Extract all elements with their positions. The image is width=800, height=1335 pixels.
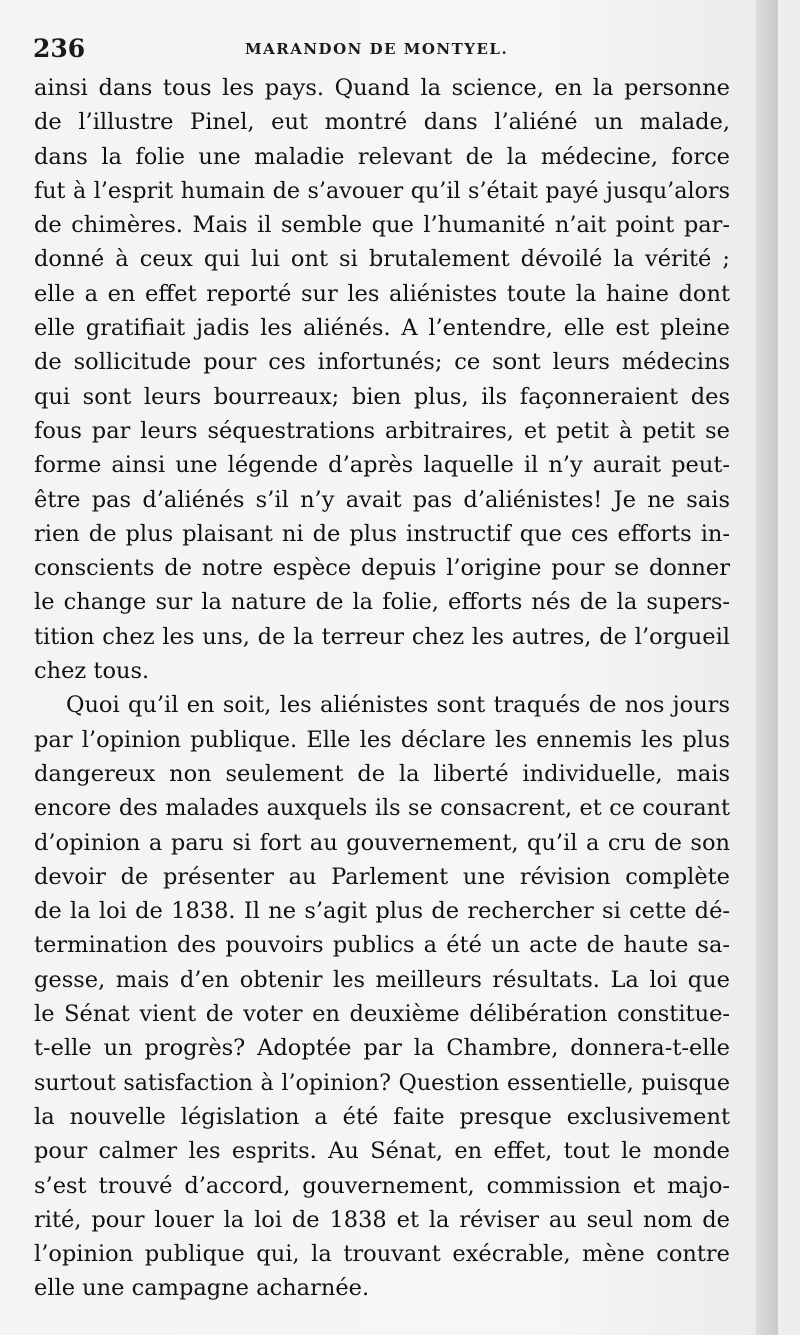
text-line: elle a en effet reporté sur les aliénistes toute la haine dont <box>34 280 730 307</box>
text-line: conscients de notre espèce depuis l’origine pour se donner <box>34 555 730 582</box>
text-line: de l’illustre Pinel, eut montré dans l’aliéné un malade, <box>34 109 730 136</box>
text-line: l’opinion publique qui, la trouvant exécrable, mène contre <box>34 1241 730 1268</box>
text-line: devoir de présenter au Parlement une révision complète <box>34 863 730 890</box>
text-line: gesse, mais d’en obtenir les meilleurs résultats. La loi que <box>34 966 730 993</box>
text-line: fut à l’esprit humain de s’avouer qu’il s’était payé jusqu’alors <box>34 177 730 204</box>
paragraph-1 <box>34 71 730 688</box>
text-line: être pas d’aliénés s’il n’y avait pas d’aliénistes! Je ne sais <box>34 486 730 513</box>
text-line: encore des malades auxquels ils se consacrent, et ce courant <box>34 795 730 822</box>
text-line: qui sont leurs bourreaux; bien plus, ils façonneraient des <box>34 383 730 410</box>
text-line: rien de plus plaisant ni de plus instructif que ces efforts in- <box>34 520 730 547</box>
text-line: donné à ceux qui lui ont si brutalement dévoilé la vérité ; <box>34 246 730 273</box>
text-line: s’est trouvé d’accord, gouvernement, commission et majo- <box>34 1172 730 1199</box>
text-line: le Sénat vient de voter en deuxième délibération constitue- <box>34 1001 730 1028</box>
text-line: tition chez les uns, de la terreur chez les autres, de l’orgueil <box>34 623 730 650</box>
paragraph-2 <box>34 688 730 1305</box>
text-line: la nouvelle législation a été faite presque exclusivement <box>34 1103 730 1130</box>
text-line: termination des pouvoirs publics a été un acte de haute sa- <box>34 932 730 959</box>
text-line: dans la folie une maladie relevant de la médecine, force <box>34 143 730 170</box>
page-number: 236 <box>33 34 86 63</box>
text-line: forme ainsi une légende d’après laquelle il n’y aurait peut- <box>34 452 730 479</box>
page-gutter-shadow <box>756 0 778 1335</box>
text-line: elle gratifiait jadis les aliénés. A l’entendre, elle est pleine <box>34 315 730 342</box>
text-line: rité, pour louer la loi de 1838 et la réviser au seul nom de <box>34 1206 730 1233</box>
text-line: dangereux non seulement de la liberté individuelle, mais <box>34 760 730 787</box>
text-line: de chimères. Mais il semble que l’humanité n’ait point par- <box>34 212 730 239</box>
text-line: par l’opinion publique. Elle les déclare les ennemis les plus <box>34 726 730 753</box>
page-header <box>33 34 729 64</box>
text-line: surtout satisfaction à l’opinion? Question essentielle, puisque <box>34 1069 730 1096</box>
text-line: pour calmer les esprits. Au Sénat, en effet, tout le monde <box>34 1138 730 1165</box>
text-line: de la loi de 1838. Il ne s’agit plus de rechercher si cette dé- <box>34 898 730 925</box>
text-line: chez tous. <box>34 658 150 685</box>
text-line: de sollicitude pour ces infortunés; ce sont leurs médecins <box>34 349 730 376</box>
text-line: ainsi dans tous les pays. Quand la science, en la personne <box>34 75 730 101</box>
running-head: MARANDON DE MONTYEL. <box>245 40 509 58</box>
text-line: t-elle un progrès? Adoptée par la Chambre, donnera-t-elle <box>34 1035 730 1062</box>
text-line: le change sur la nature de la folie, efforts nés de la supers- <box>34 589 730 616</box>
text-line: fous par leurs séquestrations arbitraires, et petit à petit se <box>34 417 730 444</box>
text-line: Quoi qu’il en soit, les aliénistes sont traqués de nos jours <box>66 692 730 719</box>
text-line: d’opinion a paru si fort au gouvernement, qu’il a cru de son <box>34 829 730 856</box>
text-line: elle une campagne acharnée. <box>34 1275 370 1302</box>
body-text <box>34 71 730 1306</box>
